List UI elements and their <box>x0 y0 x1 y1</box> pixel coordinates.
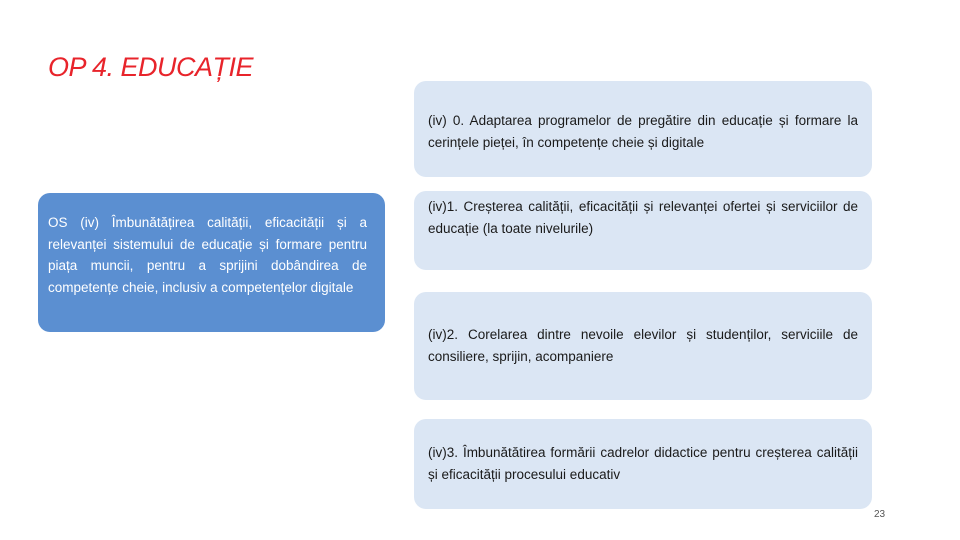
slide-title: OP 4. EDUCAȚIE <box>48 52 254 82</box>
page-number: 23 <box>874 509 886 520</box>
specific-objective-box: OS (iv) Îmbunătățirea calității, eficacității și a relevanței sistemului de educație și formare pentru piața muncii, pentru a sprijini dobândirea de competențe cheie, inclusiv a competențelor digitale <box>38 193 385 332</box>
measure-box-iv-0: (iv) 0. Adaptarea programelor de pregătire din educație și formare la cerințele pieței, în competențe cheie și digitale <box>414 81 872 177</box>
measure-box-iv-2: (iv)2. Corelarea dintre nevoile elevilor și studenților, serviciile de consiliere, sprijin, acompaniere <box>414 292 872 400</box>
measure-box-iv-3: (iv)3. Îmbunătătirea formării cadrelor didactice pentru creșterea calității și eficacității procesului educativ <box>414 419 872 509</box>
measure-box-iv-1: (iv)1. Creșterea calității, eficacității și relevanței ofertei și serviciilor de educație (la toate nivelurile) <box>414 191 872 270</box>
